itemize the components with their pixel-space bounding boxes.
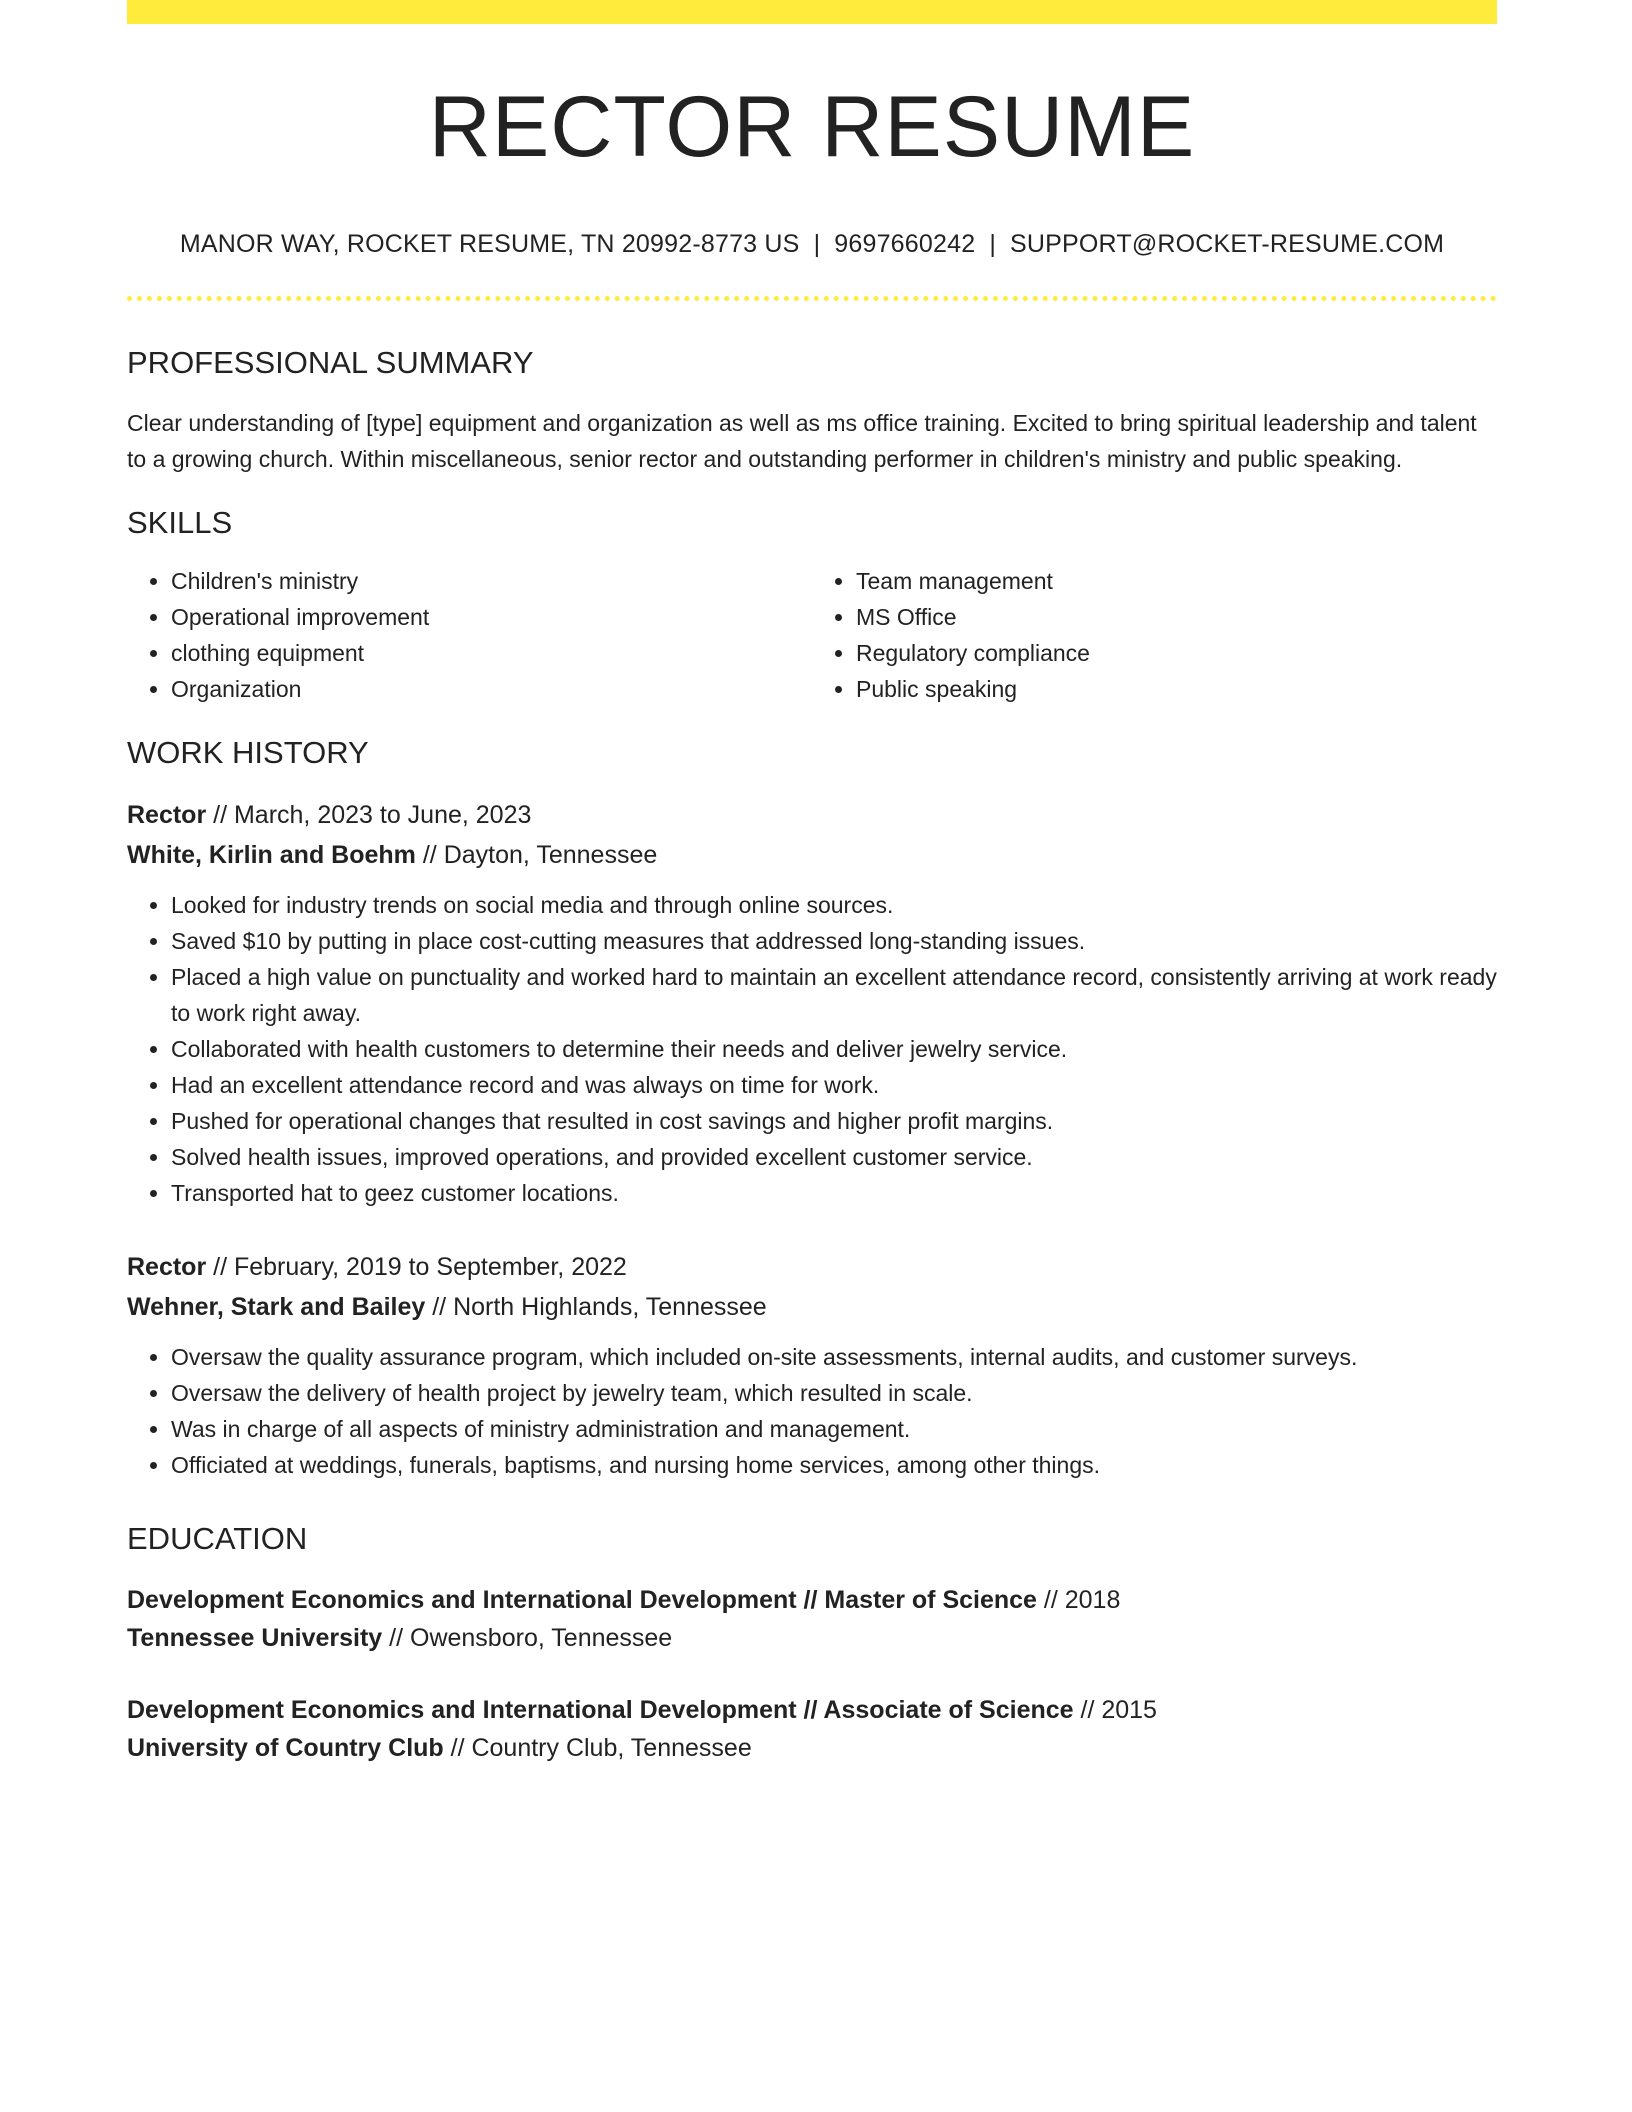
education-entry bbox=[127, 1691, 1497, 1767]
skill-item: • Children's ministry bbox=[171, 563, 812, 599]
skill-item: • Team management bbox=[856, 563, 1497, 599]
education-year: // 2015 bbox=[1073, 1696, 1157, 1724]
job-bullet: • Oversaw the delivery of health project by jewelry team, which resulted in scale. bbox=[171, 1375, 1497, 1411]
job-bullet: • Solved health issues, improved operations, and provided excellent customer service. bbox=[171, 1139, 1497, 1175]
contact-separator: | bbox=[989, 230, 997, 258]
job-role: Rector bbox=[127, 801, 207, 829]
job-company: White, Kirlin and Boehm bbox=[127, 841, 416, 869]
skills-column-right bbox=[812, 563, 1497, 707]
job-bullet: • Pushed for operational changes that resulted in cost savings and higher profit margins. bbox=[171, 1103, 1497, 1139]
job-bullets bbox=[127, 887, 1497, 1211]
job-bullet: • Collaborated with health customers to determine their needs and deliver jewelry service. bbox=[171, 1031, 1497, 1067]
job-bullets bbox=[127, 1339, 1497, 1483]
contact-phone: 9697660242 bbox=[834, 230, 976, 258]
job-dates: // February, 2019 to September, 2022 bbox=[206, 1253, 627, 1281]
summary-text: Clear understanding of [type] equipment and organization as well as ms office training. Excited to bring spiritual leadership and talent to a growing church. Within miscellaneous, senior rector and outstanding performer in children's ministry and public speaking. bbox=[127, 410, 1477, 472]
job-bullet: • Had an excellent attendance record and was always on time for work. bbox=[171, 1067, 1497, 1103]
skill-item: • Organization bbox=[171, 671, 812, 707]
job-entry bbox=[127, 795, 1497, 1211]
education-degree-line bbox=[127, 1691, 1497, 1729]
education-school: University of Country Club bbox=[127, 1734, 444, 1762]
job-title-line bbox=[127, 795, 1497, 835]
job-company-line bbox=[127, 1287, 1497, 1327]
job-company-line bbox=[127, 835, 1497, 875]
education-entry bbox=[127, 1581, 1497, 1657]
contact-email: SUPPORT@ROCKET-RESUME.COM bbox=[1010, 230, 1445, 258]
education-school-line bbox=[127, 1729, 1497, 1767]
skills-column-left bbox=[127, 563, 812, 707]
education-degree-line bbox=[127, 1581, 1497, 1619]
job-title-line bbox=[127, 1247, 1497, 1287]
job-location: // Dayton, Tennessee bbox=[415, 841, 658, 869]
job-bullet: • Looked for industry trends on social media and through online sources. bbox=[171, 887, 1497, 923]
education-heading: EDUCATION bbox=[127, 1521, 308, 1556]
job-bullet: • Placed a high value on punctuality and worked hard to maintain an excellent attendance record, consistently arriving at work ready to work right away. bbox=[171, 959, 1497, 1031]
skill-item: • Public speaking bbox=[856, 671, 1497, 707]
work-history-heading: WORK HISTORY bbox=[127, 735, 369, 770]
contact-address: MANOR WAY, ROCKET RESUME, TN 20992-8773 US bbox=[179, 230, 800, 258]
job-bullet: • Was in charge of all aspects of ministry administration and management. bbox=[171, 1411, 1497, 1447]
skill-item: • Regulatory compliance bbox=[856, 635, 1497, 671]
skill-item: • MS Office bbox=[856, 599, 1497, 635]
education-location: // Owensboro, Tennessee bbox=[382, 1624, 673, 1652]
resume-name: RECTOR RESUME bbox=[428, 79, 1196, 175]
education-year: // 2018 bbox=[1036, 1586, 1121, 1614]
contact-line bbox=[127, 228, 1497, 260]
accent-bar bbox=[127, 0, 1497, 24]
skills-heading: SKILLS bbox=[127, 505, 233, 540]
job-role: Rector bbox=[127, 1253, 207, 1281]
skill-item: • Operational improvement bbox=[171, 599, 812, 635]
education-school: Tennessee University bbox=[127, 1624, 383, 1652]
education-degree: Development Economics and International Development // Master of Science bbox=[127, 1586, 1037, 1614]
job-location: // North Highlands, Tennessee bbox=[425, 1293, 767, 1321]
job-bullet: • Transported hat to geez customer locations. bbox=[171, 1175, 1497, 1211]
education-degree: Development Economics and International Development // Associate of Science bbox=[127, 1696, 1074, 1724]
job-entry bbox=[127, 1247, 1497, 1483]
education-school-line bbox=[127, 1619, 1497, 1657]
skills-list bbox=[127, 563, 1497, 707]
education-location: // Country Club, Tennessee bbox=[443, 1734, 752, 1762]
job-bullet: • Officiated at weddings, funerals, baptisms, and nursing home services, among other things. bbox=[171, 1447, 1497, 1483]
summary-heading: PROFESSIONAL SUMMARY bbox=[127, 345, 534, 380]
job-bullet: • Saved $10 by putting in place cost-cutting measures that addressed long-standing issues. bbox=[171, 923, 1497, 959]
skill-item: • clothing equipment bbox=[171, 635, 812, 671]
dotted-divider bbox=[127, 296, 1497, 301]
job-dates: // March, 2023 to June, 2023 bbox=[206, 801, 532, 829]
resume-page bbox=[127, 0, 1497, 1767]
job-company: Wehner, Stark and Bailey bbox=[127, 1293, 426, 1321]
contact-separator: | bbox=[813, 230, 821, 258]
job-bullet: • Oversaw the quality assurance program, which included on-site assessments, internal audits, and customer surveys. bbox=[171, 1339, 1497, 1375]
